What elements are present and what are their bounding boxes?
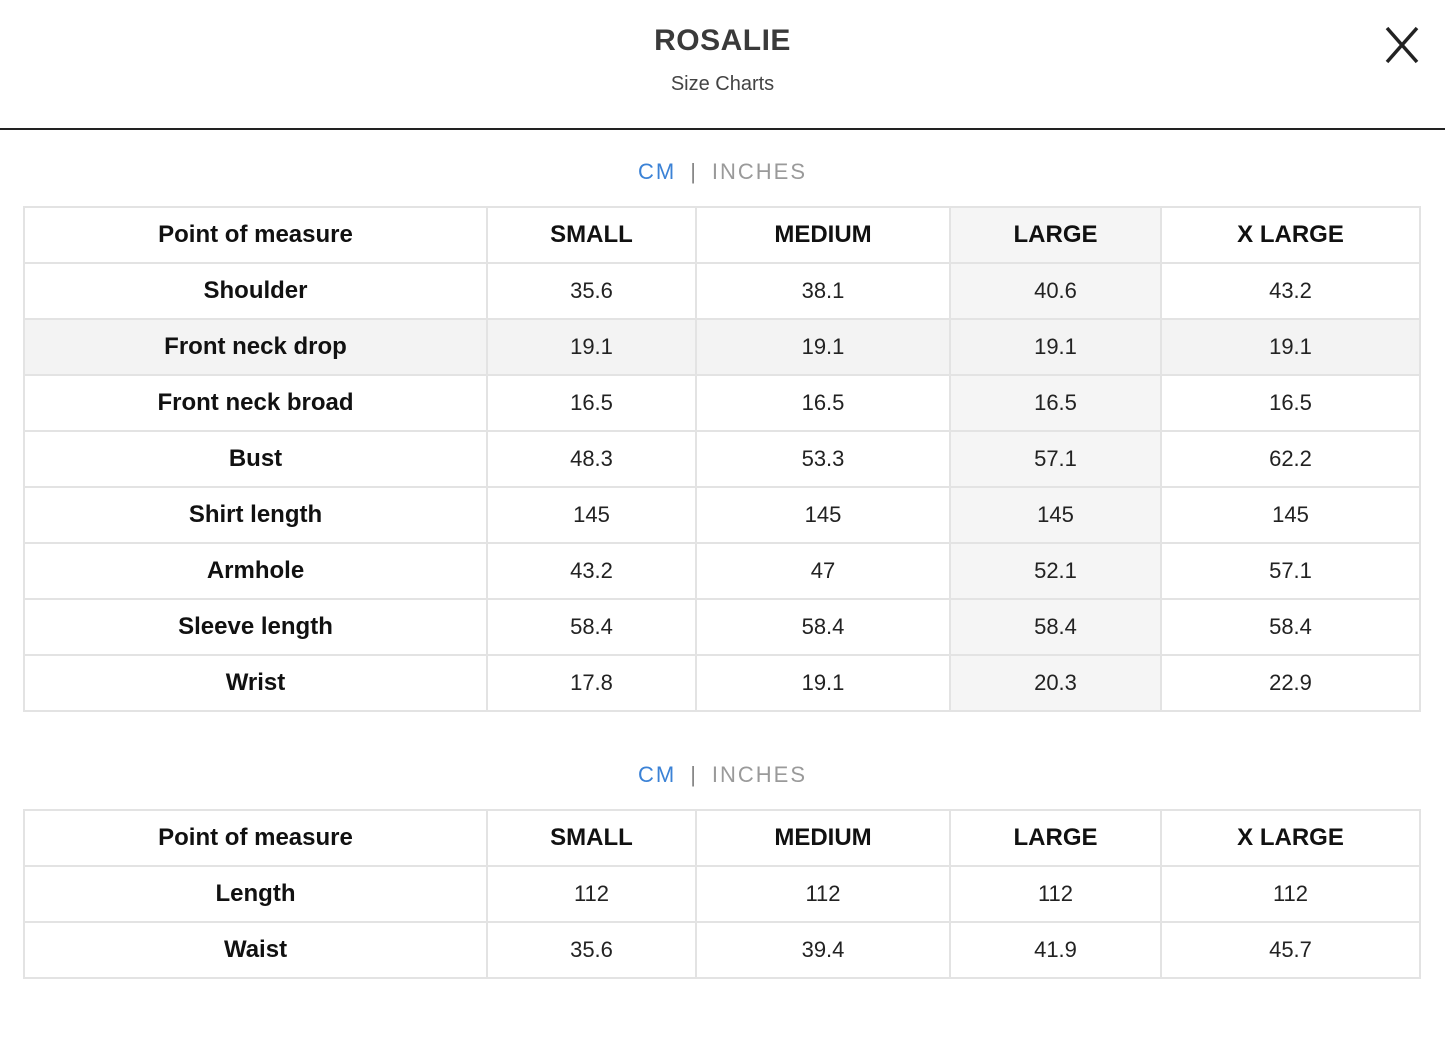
value-x-large: 19.1 <box>1161 319 1420 375</box>
modal-subtitle: Size Charts <box>670 73 775 95</box>
header-small: SMALL <box>487 207 696 263</box>
value-x-large: 145 <box>1161 487 1420 543</box>
value-medium: 19.1 <box>696 655 950 711</box>
value-small: 112 <box>487 866 696 922</box>
value-large: 19.1 <box>950 319 1161 375</box>
value-x-large: 22.9 <box>1161 655 1420 711</box>
value-medium: 145 <box>696 487 950 543</box>
value-medium: 16.5 <box>696 375 950 431</box>
measure-name: Length <box>24 866 487 922</box>
measure-name: Armhole <box>24 543 487 599</box>
value-large: 16.5 <box>950 375 1161 431</box>
value-medium: 38.1 <box>696 263 950 319</box>
value-small: 58.4 <box>487 599 696 655</box>
size-chart-table-bottoms <box>23 809 1421 979</box>
table-header-row <box>24 207 1420 263</box>
value-small: 48.3 <box>487 431 696 487</box>
value-large: 58.4 <box>950 599 1161 655</box>
unit-cm-option[interactable]: CM <box>637 762 677 787</box>
header-large: LARGE <box>950 810 1161 866</box>
table-header-row <box>24 810 1420 866</box>
measure-name: Front neck drop <box>24 319 487 375</box>
header-medium: MEDIUM <box>696 810 950 866</box>
product-title: ROSALIE <box>654 24 791 57</box>
value-small: 17.8 <box>487 655 696 711</box>
value-large: 145 <box>950 487 1161 543</box>
value-medium: 47 <box>696 543 950 599</box>
measure-name: Waist <box>24 922 487 978</box>
value-small: 19.1 <box>487 319 696 375</box>
value-small: 16.5 <box>487 375 696 431</box>
value-small: 145 <box>487 487 696 543</box>
measure-name: Shirt length <box>24 487 487 543</box>
size-chart-table <box>23 206 1421 712</box>
unit-toggle <box>0 762 1445 788</box>
value-x-large: 45.7 <box>1161 922 1420 978</box>
header-point-of-measure: Point of measure <box>24 207 487 263</box>
measure-name: Wrist <box>24 655 487 711</box>
value-medium: 112 <box>696 866 950 922</box>
value-medium: 19.1 <box>696 319 950 375</box>
table-row <box>24 375 1420 431</box>
table-row <box>24 263 1420 319</box>
value-large: 20.3 <box>950 655 1161 711</box>
table-row <box>24 599 1420 655</box>
value-small: 35.6 <box>487 922 696 978</box>
value-x-large: 62.2 <box>1161 431 1420 487</box>
value-x-large: 16.5 <box>1161 375 1420 431</box>
value-large: 41.9 <box>950 922 1161 978</box>
header-small: SMALL <box>487 810 696 866</box>
value-large: 57.1 <box>950 431 1161 487</box>
value-small: 35.6 <box>487 263 696 319</box>
measure-name: Sleeve length <box>24 599 487 655</box>
header-x-large: X LARGE <box>1161 207 1420 263</box>
measure-name: Front neck broad <box>24 375 487 431</box>
value-large: 40.6 <box>950 263 1161 319</box>
measure-name: Shoulder <box>24 263 487 319</box>
value-large: 112 <box>950 866 1161 922</box>
value-x-large: 112 <box>1161 866 1420 922</box>
unit-inches-option[interactable]: INCHES <box>711 762 808 787</box>
unit-separator: | <box>690 159 698 184</box>
value-medium: 58.4 <box>696 599 950 655</box>
value-x-large: 43.2 <box>1161 263 1420 319</box>
header-medium: MEDIUM <box>696 207 950 263</box>
value-large: 52.1 <box>950 543 1161 599</box>
table-row <box>24 431 1420 487</box>
table-row <box>24 922 1420 978</box>
table-row <box>24 543 1420 599</box>
header-large: LARGE <box>950 207 1161 263</box>
table-row <box>24 487 1420 543</box>
header-point-of-measure: Point of measure <box>24 810 487 866</box>
unit-separator: | <box>690 762 698 787</box>
unit-inches-option[interactable]: INCHES <box>711 159 808 184</box>
close-icon[interactable] <box>1379 18 1429 68</box>
modal-header <box>0 0 1445 130</box>
value-medium: 39.4 <box>696 922 950 978</box>
value-x-large: 58.4 <box>1161 599 1420 655</box>
table-row <box>24 866 1420 922</box>
unit-toggle <box>0 159 1445 185</box>
value-x-large: 57.1 <box>1161 543 1420 599</box>
header-x-large: X LARGE <box>1161 810 1420 866</box>
table-row <box>24 319 1420 375</box>
unit-cm-option[interactable]: CM <box>637 159 677 184</box>
table-row <box>24 655 1420 711</box>
value-small: 43.2 <box>487 543 696 599</box>
measure-name: Bust <box>24 431 487 487</box>
value-medium: 53.3 <box>696 431 950 487</box>
